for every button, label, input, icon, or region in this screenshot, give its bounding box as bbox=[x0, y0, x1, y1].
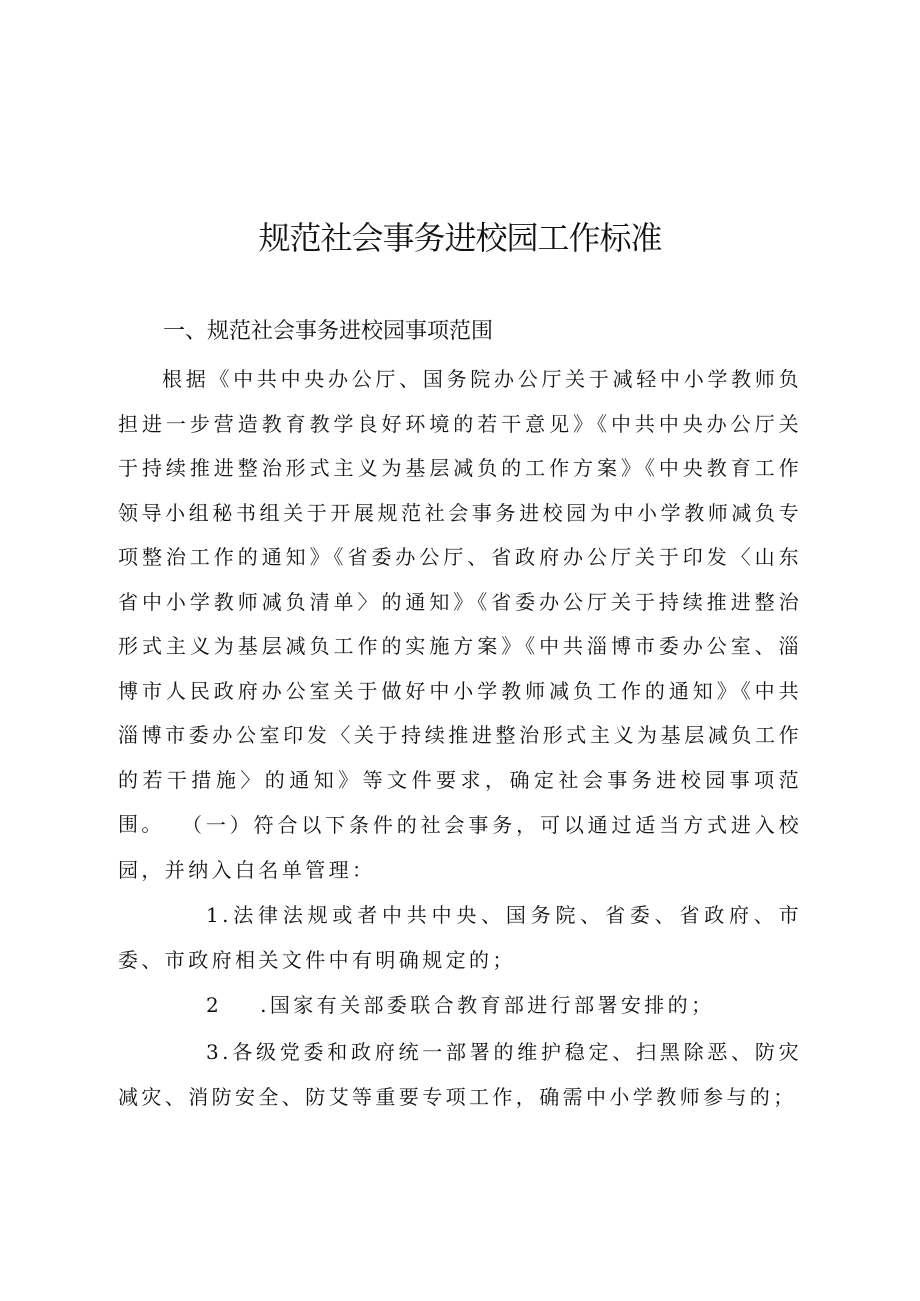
document-title: 规范社会事务进校园工作标准 bbox=[258, 219, 662, 257]
list-item-number: 1 bbox=[206, 903, 223, 927]
list-item-text: .法律法规或者中共中央、国务院、省委、省政府、市委、市政府相关文件中有明确规定的； bbox=[118, 903, 802, 972]
list-item-number: 2 bbox=[206, 993, 223, 1017]
intro-paragraph: 根据《中共中央办公厅、国务院办公厅关于减轻中小学教师负担进一步营造教育教学良好环境的若干意见》《中共中央办公厅关于持续推进整治形式主义为基层减负的工作方案》《中央教育工作领导小组秘书组关于开展规范社会事务进校园为中小学教师减负专项整治工作的通知》《省委办公厅、省政府办公厅关于印发〈山东省中小学教师减负清单〉的通知》《省委办公厅关于持续推进整治形式主义为基层减负工作的实施方案》《中共淄博市委办公室、淄博市人民政府办公室关于做好中小学教师减负工作的通知》《中共淄博市委办公室印发〈关于持续推进整治形式主义为基层减负工作的若干措施〉的通知》等文件要求，确定社会事务进校园事项范围。 bbox=[118, 367, 802, 836]
condition-paragraph: （一）符合以下条件的社会事务，可以通过适当方式进入校园，并纳入白名单管理： bbox=[118, 813, 802, 882]
list-item-text: .国家有关部委联合教育部进行部署安排的； bbox=[260, 993, 715, 1017]
list-item bbox=[118, 983, 802, 1028]
section-heading: 一、规范社会事务进校园事项范围 bbox=[163, 319, 494, 344]
list-item-number: 3 bbox=[206, 1040, 223, 1064]
list-item bbox=[118, 1030, 802, 1119]
list-item bbox=[118, 893, 802, 982]
list-item-text: .各级党委和政府统一部署的维护稳定、扫黑除恶、防灾减灾、消防安全、防艾等重要专项工作，确需中小学教师参与的； bbox=[118, 1040, 802, 1109]
